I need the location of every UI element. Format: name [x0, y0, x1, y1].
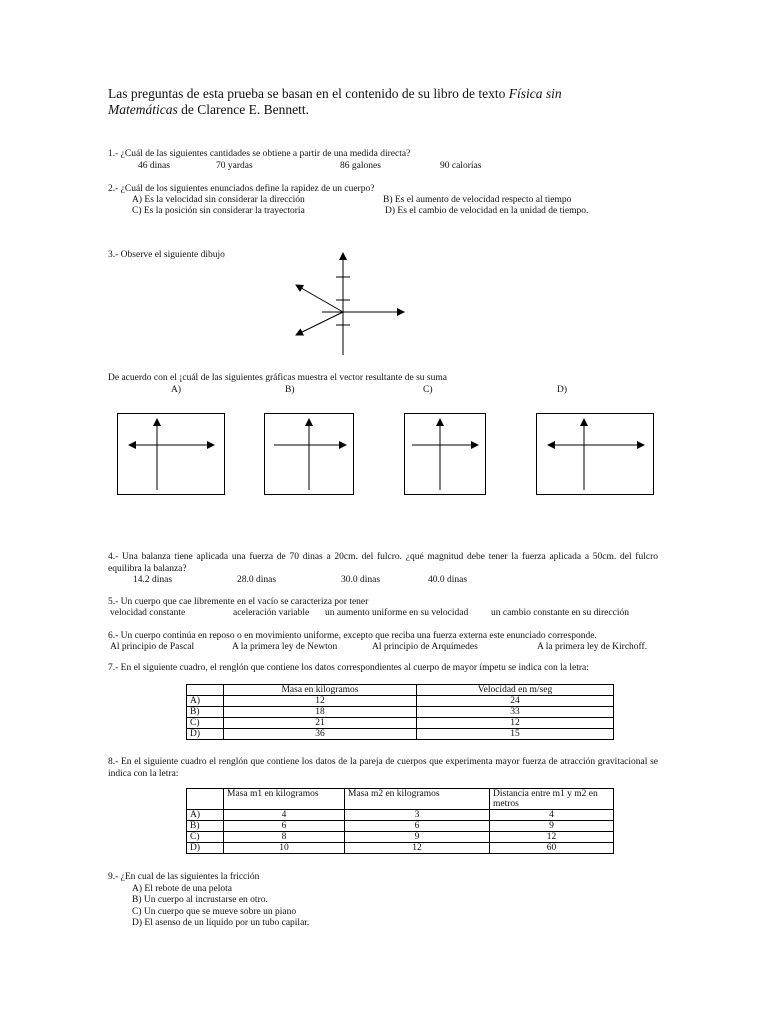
intro-text-after: de Clarence E. Bennett. — [177, 102, 309, 117]
q8-table — [186, 788, 614, 854]
q4-option-b: 28.0 dinas — [237, 575, 277, 585]
q2-option-d: D) Es el cambio de velocidad en la unidad de tiempo. — [385, 206, 589, 216]
graph-option-a — [117, 413, 225, 495]
table-header-cell: Velocidad en m/seg — [417, 685, 614, 696]
q2-option-c: C) Es la posición sin considerar la trayectoria — [132, 206, 305, 216]
book-title: Física sin Matemáticas — [108, 86, 562, 117]
table-header-row — [187, 685, 614, 696]
table-cell: 9 — [490, 821, 614, 832]
q6-question: 6.- Un cuerpo continúa en reposo o en movimiento uniforme, excepto que reciba una fuerza externa este enunciado corresponde. — [108, 631, 597, 641]
q9-option-a: A) El rebote de una pelota — [132, 884, 232, 894]
table-cell: 9 — [345, 832, 490, 843]
table-cell: 6 — [224, 821, 345, 832]
table-cell: D) — [187, 843, 224, 854]
table-cell: 6 — [345, 821, 490, 832]
table-cell: 8 — [224, 832, 345, 843]
table-header-cell: Masa m2 en kilogramos — [345, 789, 490, 810]
table-cell: 4 — [490, 810, 614, 821]
q2-question: 2.- ¿Cuál de los siguientes enunciados define la rapidez de un cuerpo? — [108, 184, 375, 194]
table-header-cell: Masa m1 en kilogramos — [224, 789, 345, 810]
q6-option-a: Al principio de Pascal — [110, 642, 195, 652]
table-cell: 33 — [417, 707, 614, 718]
q3-vector-diagram — [280, 245, 420, 360]
q1-option-b: 70 yardas — [216, 161, 253, 171]
q5-option-a: velocidad constante — [110, 608, 186, 618]
table-header-cell: Distancia entre m1 y m2 en metros — [490, 789, 614, 810]
table-cell: 4 — [224, 810, 345, 821]
table-cell: 12 — [417, 718, 614, 729]
table-row — [187, 707, 614, 718]
table-cell: 15 — [417, 729, 614, 740]
table-row — [187, 843, 614, 854]
table-cell: 21 — [224, 718, 417, 729]
q1-question: 1.- ¿Cuál de las siguientes cantidades se obtiene a partir de una medida directa? — [108, 149, 411, 159]
table-header-row — [187, 789, 614, 810]
table-header-cell — [187, 685, 224, 696]
graph-option-b — [264, 413, 354, 495]
q4-question: 4.- Una balanza tiene aplicada una fuerza de 70 dinas a 20cm. del fulcro. ¿qué magnitud debe tener la fuerza aplicada a 50cm. del fulcro equilibra la balanza? — [108, 552, 658, 574]
table-cell: B) — [187, 707, 224, 718]
q3-label-c: C) — [423, 385, 433, 395]
q1-option-a: 46 dinas — [138, 161, 170, 171]
q3-label-a: A) — [171, 385, 182, 395]
q3-followup: De acuerdo con el ¡cuál de las siguientes gráficas muestra el vector resultante de su suma — [108, 373, 447, 383]
q9-option-b: B) Un cuerpo al incrustarse en otro. — [132, 895, 268, 905]
table-cell: B) — [187, 821, 224, 832]
table-cell: C) — [187, 718, 224, 729]
table-cell: C) — [187, 832, 224, 843]
q9-option-c: C) Un cuerpo que se mueve sobre un piano — [132, 907, 297, 917]
table-cell: A) — [187, 696, 224, 707]
table-cell: 10 — [224, 843, 345, 854]
q1-option-c: 86 galones — [340, 161, 381, 171]
q3-label-d: D) — [557, 385, 568, 395]
table-row — [187, 729, 614, 740]
table-cell: 12 — [345, 843, 490, 854]
diagram-vector-upper — [296, 285, 343, 312]
table-cell: 12 — [490, 832, 614, 843]
q6-option-d: A la primera ley de Kirchoff. — [537, 642, 648, 652]
table-row — [187, 696, 614, 707]
graph-option-d — [536, 413, 654, 495]
table-cell: D) — [187, 729, 224, 740]
q4-option-c: 30.0 dinas — [341, 575, 381, 585]
graph-option-c — [404, 413, 486, 495]
q5-question: 5.- Un cuerpo que cae libremente en el vacío se caracteriza por tener — [108, 597, 369, 607]
q6-option-c: Al principio de Arquímedes — [372, 642, 478, 652]
q4-option-a: 14.2 dinas — [133, 575, 173, 585]
q4-option-d: 40.0 dinas — [428, 575, 468, 585]
table-header-cell — [187, 789, 224, 810]
table-row — [187, 810, 614, 821]
table-cell: 12 — [224, 696, 417, 707]
q8-question: 8.- En el siguiente cuadro el renglón que contiene los datos de la pareja de cuerpos que experimenta mayor fuerza de atracción gravitacional se indica con la letra: — [108, 757, 658, 779]
q7-question: 7.- En el siguiente cuadro, el renglón que contiene los datos correspondientes al cuerpo de mayor ímpetu se indica con la letra: — [108, 663, 589, 673]
q9-question: 9.- ¿En cual de las siguientes la fricción — [108, 872, 260, 882]
q2-option-a: A) Es la velocidad sin considerar la dirección — [132, 195, 305, 205]
intro-paragraph — [108, 86, 628, 118]
q9-option-d: D) El asenso de un líquido por un tubo capilar. — [132, 918, 310, 928]
table-row — [187, 821, 614, 832]
table-row — [187, 832, 614, 843]
q5-option-b: aceleración variable — [233, 608, 310, 618]
q3-label-b: B) — [285, 385, 295, 395]
diagram-vector-lower — [296, 312, 343, 335]
intro-text-before: Las preguntas de esta prueba se basan en el contenido de su libro de texto — [108, 86, 509, 101]
table-cell: 24 — [417, 696, 614, 707]
table-cell: 36 — [224, 729, 417, 740]
q7-table — [186, 684, 614, 740]
q1-option-d: 90 calorías — [440, 161, 482, 171]
q2-option-b: B) Es el aumento de velocidad respecto al tiempo — [383, 195, 572, 205]
table-cell: 60 — [490, 843, 614, 854]
q5-option-d: un cambio constante en su dirección — [491, 608, 629, 618]
q6-option-b: A la primera ley de Newton — [232, 642, 338, 652]
table-cell: A) — [187, 810, 224, 821]
table-cell: 18 — [224, 707, 417, 718]
table-row — [187, 718, 614, 729]
q3-question: 3.- Observe el siguiente dibujo — [108, 250, 225, 260]
table-cell: 3 — [345, 810, 490, 821]
q5-option-c: un aumento uniforme en su velocidad — [325, 608, 469, 618]
table-header-cell: Masa en kilogramos — [224, 685, 417, 696]
